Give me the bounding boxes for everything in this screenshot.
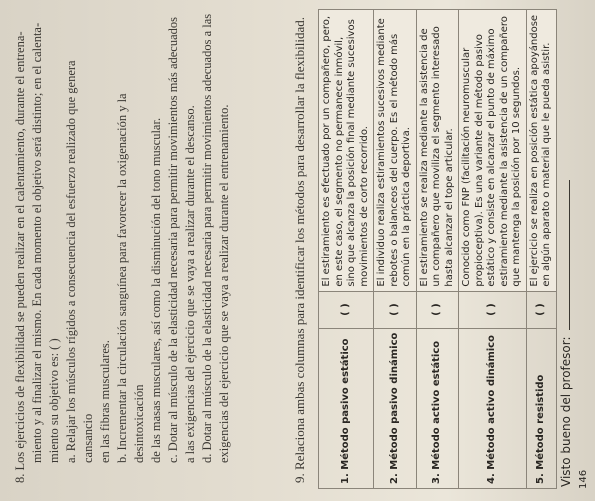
- answer-blank[interactable]: ( ): [319, 291, 374, 328]
- method-name: 1. Método pasivo estático: [319, 328, 374, 488]
- table-row: [319, 10, 374, 489]
- method-definition: Conocido como FNP (facilitación neuromuscular propioceptiva). Es una variante del método pasivo estático y consiste en alcanzar el punto de máximo estiramiento mediante la asistencia de un compañero que mantenga la posición por 10 segundos.: [459, 10, 527, 292]
- q8-line: miento su objetivo es: ( ): [47, 338, 61, 463]
- answer-blank[interactable]: ( ): [374, 291, 417, 328]
- method-name: 5. Método resistido: [526, 328, 556, 488]
- signature-line: [557, 180, 570, 330]
- q8-option-line: a las exigencias del ejercicio que se vaya a realizar durante el descanso.: [183, 105, 197, 463]
- page-number: 146: [578, 469, 589, 489]
- method-definition: El individuo realiza estiramientos sucesivos mediante rebotes o balanceos del cuerpo. Es el método más común en la práctica deportiva.: [374, 10, 417, 292]
- teacher-approval: [557, 180, 573, 487]
- table-row: [459, 10, 527, 489]
- answer-blank[interactable]: ( ): [416, 291, 459, 328]
- q8-option-line: b. Incrementar la circulación sanguínea para favorecer la oxigenación y la desintoxicación: [115, 93, 146, 463]
- answer-blank[interactable]: ( ): [526, 291, 556, 328]
- answer-blank[interactable]: ( ): [459, 291, 527, 328]
- table-row: [374, 10, 417, 489]
- q8-line: 8. Los ejercicios de flexibilidad se pueden realizar en el calentamiento, durante el entrena-: [13, 31, 27, 483]
- q8-option-line: de las masas musculares, así como la disminución del tono muscular.: [149, 117, 163, 463]
- q8-line: miento y al finalizar el mismo. En cada momento el objetivo será distinto; en el calenta-: [30, 22, 44, 463]
- method-definition: El estiramiento se realiza mediante la asistencia de un compañero que moviliza el segmento interesado hasta alcanzar el tope articular.: [416, 10, 459, 292]
- table-row: [416, 10, 459, 489]
- teacher-approval-label: Visto bueno del profesor:: [559, 336, 573, 487]
- question-9: 9. Relaciona ambas columnas para identificar los métodos para desarrollar la flexibilidad.: [292, 16, 307, 483]
- question-8: [12, 13, 233, 483]
- q8-option-line: a. Relajar los músculos rígidos a consecuencia del esfuerzo realizado que genera cansancio: [64, 60, 95, 463]
- q8-option-line: en las fibras musculares.: [98, 340, 112, 463]
- method-name: 2. Método pasivo dinámico: [374, 328, 417, 488]
- q8-option-line: d. Dotar al músculo de la elasticidad necesaria para permitir movimientos adecuados a las: [200, 13, 214, 463]
- method-name: 3. Método activo estático: [416, 328, 459, 488]
- method-definition: El estiramiento es efectuado por un compañero, pero, en este caso, el segmento no permanece inmóvil, sino que alcanza la posición final mediante sucesivos movimientos de corto recorrido.: [319, 10, 374, 292]
- q8-option-line: exigencias del ejercicio que se vaya a realizar durante el entrenamiento.: [217, 104, 231, 463]
- table-row: [526, 10, 556, 489]
- matching-table: [318, 9, 557, 489]
- method-definition: El ejercicio se realiza en posición estática apoyándose en algún aparato o material que le pueda asistir.: [526, 10, 556, 292]
- method-name: 4. Método activo dinámico: [459, 328, 527, 488]
- q8-option-line: c. Dotar al músculo de la elasticidad necesaria para permitir movimientos más adecuados: [166, 16, 180, 463]
